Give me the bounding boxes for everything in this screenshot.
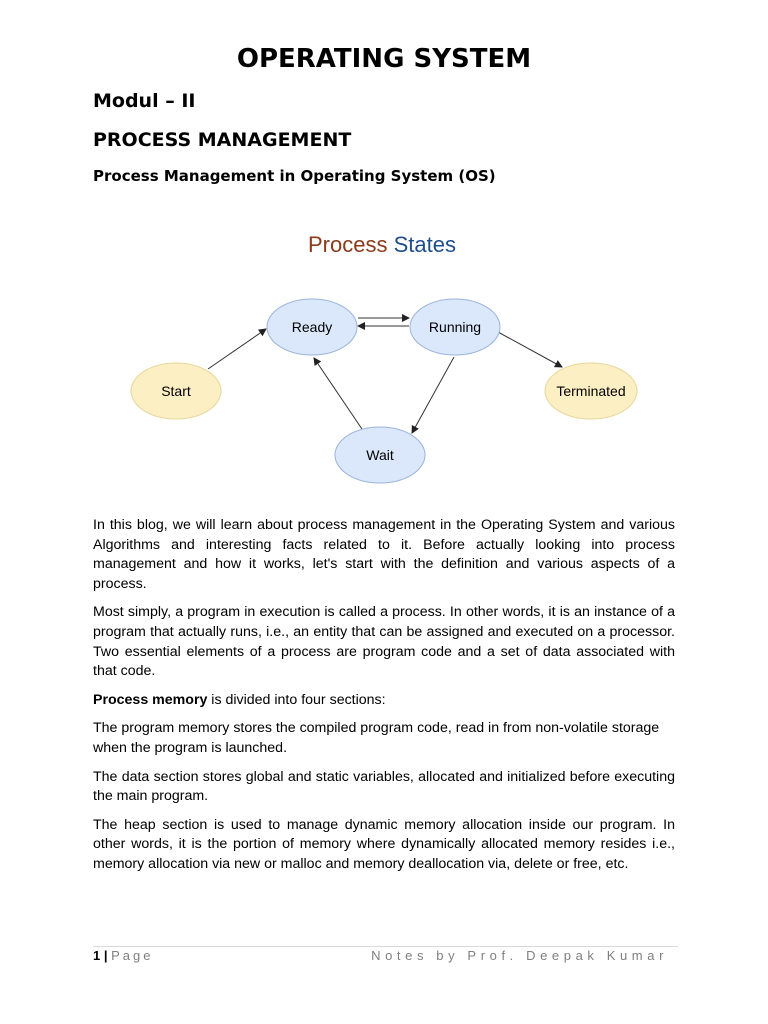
footer-page-label xyxy=(93,948,154,963)
paragraph-intro: In this blog, we will learn about process management in the Operating System and various Algorithms and interesting facts related to it. Before actually looking into process management and how it works, let's start with the definition and various aspects of a process. xyxy=(93,517,675,592)
node-running xyxy=(410,299,500,355)
node-terminated xyxy=(545,363,637,419)
page-separator: | xyxy=(103,948,108,963)
subsection-heading: Process Management in Operating System (OS) xyxy=(93,167,496,185)
node-ready-label: Ready xyxy=(291,319,333,335)
arrow-start-ready xyxy=(208,329,266,369)
document-title: OPERATING SYSTEM xyxy=(236,44,532,74)
footer-author-notes: Notes by Prof. Deepak Kumar xyxy=(371,948,668,963)
page-word: Page xyxy=(111,948,154,963)
diagram-title xyxy=(308,232,456,257)
paragraph-program-memory: The program memory stores the compiled program code, read in from non-volatile storage when the program is launched. xyxy=(93,720,660,756)
footer-divider xyxy=(93,946,678,947)
node-wait xyxy=(335,427,425,483)
process-memory-rest: is divided into four sections: xyxy=(207,691,386,708)
body-text xyxy=(93,516,675,884)
diagram-title-states: States xyxy=(393,232,456,257)
process-states-diagram xyxy=(120,222,650,492)
node-terminated-label: Terminated xyxy=(556,383,626,399)
paragraph-data-section: The data section stores global and static variables, allocated and initialized before executing the main program. xyxy=(93,768,675,805)
module-heading: Modul – II xyxy=(93,90,196,112)
diagram-title-process: Process xyxy=(308,232,388,257)
node-start-label: Start xyxy=(161,383,191,399)
arrow-wait-ready xyxy=(314,358,364,432)
paragraph-definition: Most simply, a program in execution is called a process. In other words, it is an instance of a program that actually runs, i.e., an entity that can be assigned and executed on a processor. Two essential elements of a process are program code and a set of data associated with that code. xyxy=(93,604,675,680)
node-ready xyxy=(267,299,357,355)
arrow-running-wait xyxy=(412,357,454,433)
node-wait-label: Wait xyxy=(366,447,394,463)
node-running-label: Running xyxy=(428,319,482,335)
paragraph-memory-sections xyxy=(93,691,675,711)
paragraph-heap-section: The heap section is used to manage dynamic memory allocation inside our program. In other words, it is the portion of memory where dynamically allocated memory resides i.e., memory allocation via new or malloc and memory deallocation via, delete or free, etc. xyxy=(93,816,675,872)
node-start xyxy=(131,363,221,419)
page-number: 1 xyxy=(93,948,101,963)
arrow-running-terminated xyxy=(498,332,562,367)
process-memory-term: Process memory xyxy=(93,691,208,708)
section-heading: PROCESS MANAGEMENT xyxy=(93,129,352,151)
